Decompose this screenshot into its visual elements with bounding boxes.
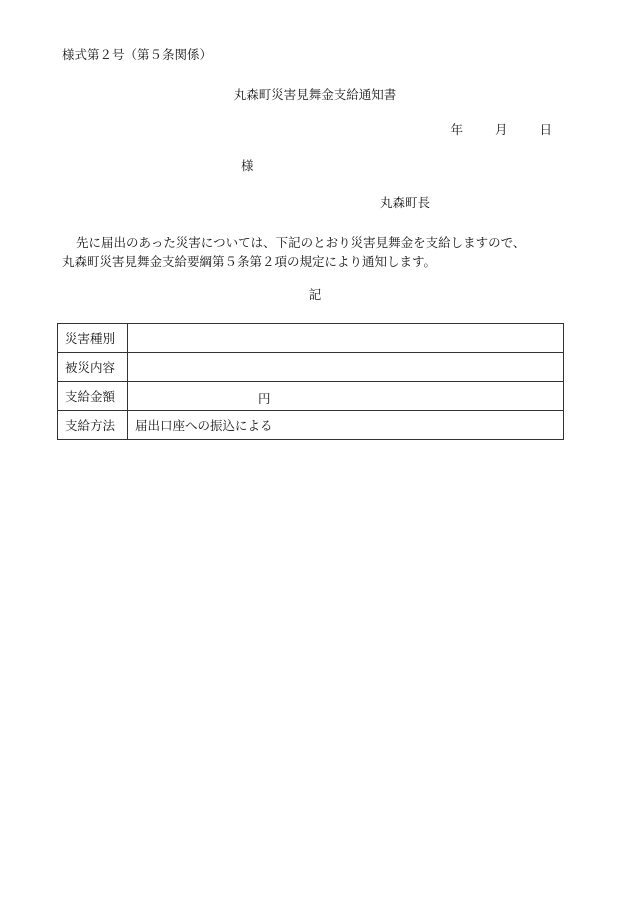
row-value-amount bbox=[128, 382, 564, 411]
row-value-disaster-type bbox=[128, 324, 564, 353]
row-label-method: 支給方法 bbox=[58, 411, 128, 440]
row-value-method: 届出口座への振込による bbox=[128, 411, 564, 440]
date-day: 日 bbox=[539, 122, 552, 137]
table-row bbox=[58, 353, 564, 382]
ki-heading: 記 bbox=[308, 287, 322, 302]
issuer-name: 丸森町長 bbox=[380, 195, 431, 210]
form-number: 様式第２号（第５条関係） bbox=[62, 47, 213, 62]
yen-unit: 円 bbox=[258, 391, 271, 406]
table-row bbox=[58, 382, 564, 411]
row-label-amount: 支給金額 bbox=[58, 382, 128, 411]
row-label-disaster-type: 災害種別 bbox=[58, 324, 128, 353]
table-row bbox=[58, 411, 564, 440]
document-title: 丸森町災害見舞金支給通知書 bbox=[233, 87, 397, 102]
row-value-damage bbox=[128, 353, 564, 382]
date-month: 月 bbox=[494, 122, 508, 137]
addressee-suffix: 様 bbox=[241, 158, 254, 173]
body-line-2: 丸森町災害見舞金支給要綱第５条第２項の規定により通知します。 bbox=[62, 254, 437, 269]
body-text bbox=[62, 233, 582, 271]
date-line bbox=[450, 124, 552, 137]
row-label-damage: 被災内容 bbox=[58, 353, 128, 382]
details-table bbox=[57, 323, 564, 440]
body-line-1: 先に届出のあった災害については、下記のとおり災害見舞金を支給しますので、 bbox=[76, 235, 526, 250]
table-row bbox=[58, 324, 564, 353]
date-year: 年 bbox=[450, 122, 463, 137]
